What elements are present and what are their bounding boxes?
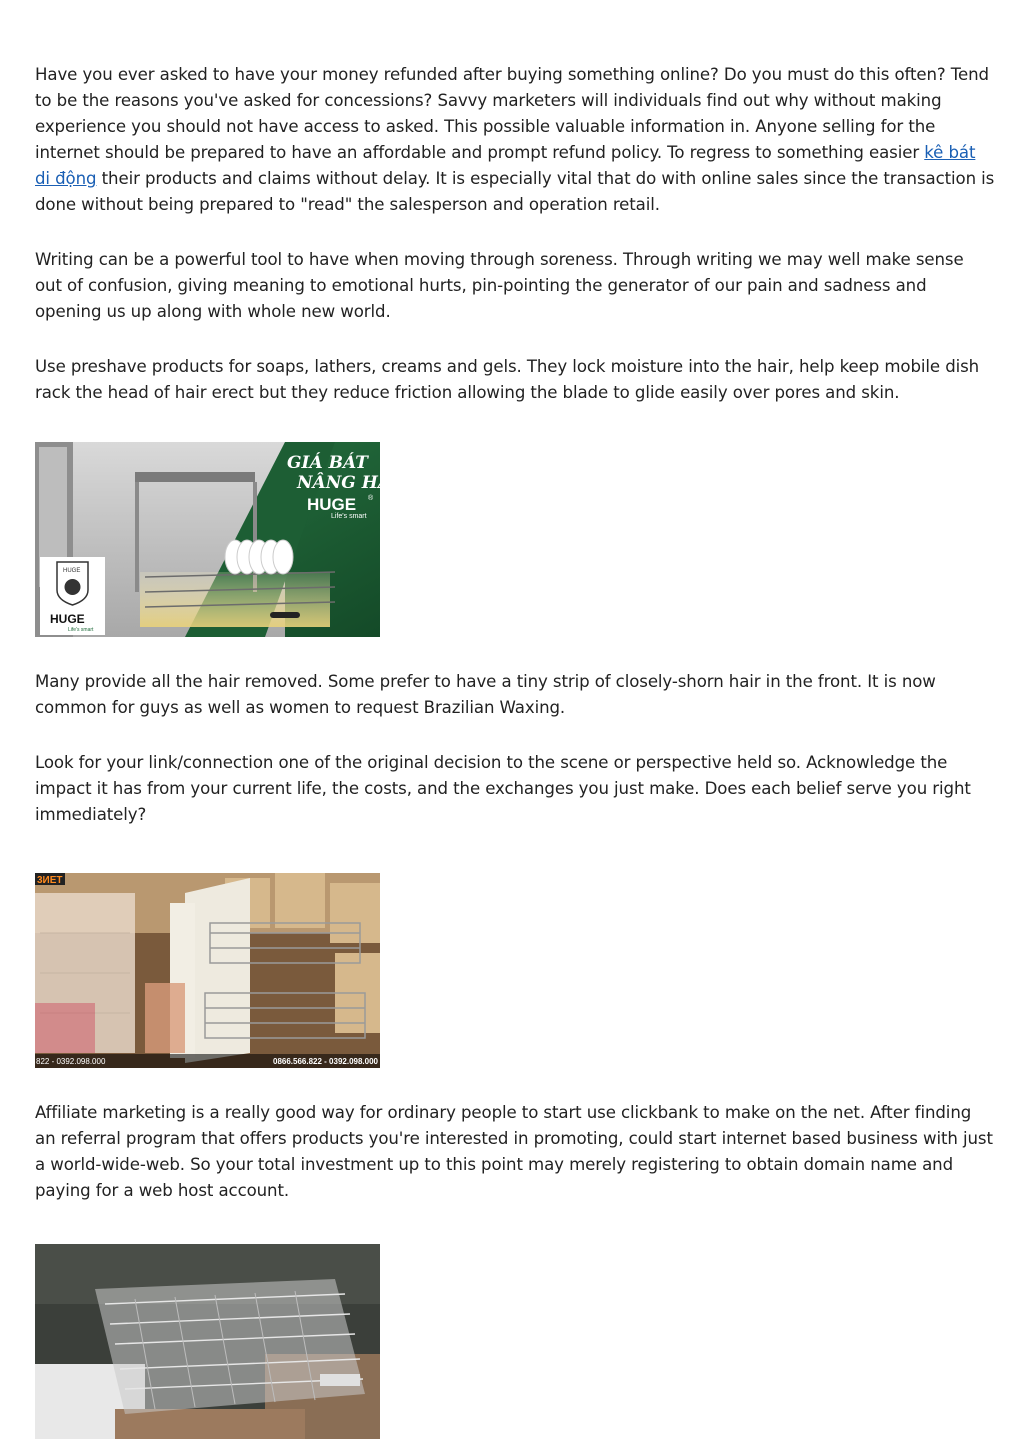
banner-title-line1: GIÁ BÁT — [287, 453, 368, 473]
paragraph-6: Affiliate marketing is a really good way for ordinary people to start use clickbank to make on the net. After finding an referral program that offers products you're interested in promoting, could start internet based business with just a world-wide-web. So your total investment up to this point may merely registering to obtain domain name and paying for a web host account. — [35, 1103, 993, 1200]
paragraph-1-text-end: their products and claims without delay. It is especially vital that do with online sales since the transaction is done without being prepared to "read" the salesperson and operation retail. — [35, 169, 995, 214]
stainless-rack-image — [35, 1244, 380, 1439]
shop-logo-text: 3ИЕТ — [37, 875, 63, 886]
paragraph-2: Writing can be a powerful tool to have when moving through soreness. Through writing we may well make sense out of confusion, giving meaning to emotional hurts, pin-pointing the generator of our pain and sadness and opening us up along with whole new world. — [35, 250, 964, 321]
article-body — [35, 62, 995, 1439]
paragraph-1-text-start: Have you ever asked to have your money refunded after buying something online? Do you must do this often? Tend to be the reasons you've asked for concessions? Savvy marketers will individuals find out why without making experience you should not have access to asked. This possible valuable information in. Anyone selling for the internet should be prepared to have an affordable and prompt refund policy. To regress to something easier — [35, 65, 989, 162]
banner-brand-reg: ® — [368, 495, 374, 502]
warehouse-rack-image — [35, 873, 380, 1068]
phone-caption-left: 822 - 0392.098.000 — [36, 1057, 106, 1066]
banner-tagline: Life's smart — [331, 513, 367, 520]
product-banner-image — [35, 442, 391, 637]
shield-badge-text: HUGE — [63, 568, 81, 574]
banner-title-line2: NÂNG HẠ — [297, 473, 391, 493]
horse-emblem-icon — [65, 579, 81, 595]
logo-brand-text: HUGE — [50, 612, 85, 626]
paragraph-5: Look for your link/connection one of the original decision to the scene or perspective held so. Acknowledge the impact it has from your current life, the costs, and the exchanges you just make. Does each belief serve you right immediately? — [35, 753, 971, 824]
banner-brand: HUGE — [307, 495, 357, 514]
inline-link-ke-bat-di-dong[interactable]: kê bát di động — [35, 143, 976, 188]
paragraph-3: Use preshave products for soaps, lathers, creams and gels. They lock moisture into the hair, help keep mobile dish rack the head of hair erect but they reduce friction allowing the blade to glide easily over pores and skin. — [35, 357, 980, 402]
logo-tagline: Life's smart — [68, 627, 94, 633]
phone-caption-right: 0866.566.822 - 0392.098.000 — [273, 1057, 378, 1066]
paragraph-4: Many provide all the hair removed. Some prefer to have a tiny strip of closely-shorn hair in the front. It is now common for guys as well as women to request Brazilian Waxing. — [35, 672, 936, 717]
paragraph-1 — [35, 62, 995, 218]
